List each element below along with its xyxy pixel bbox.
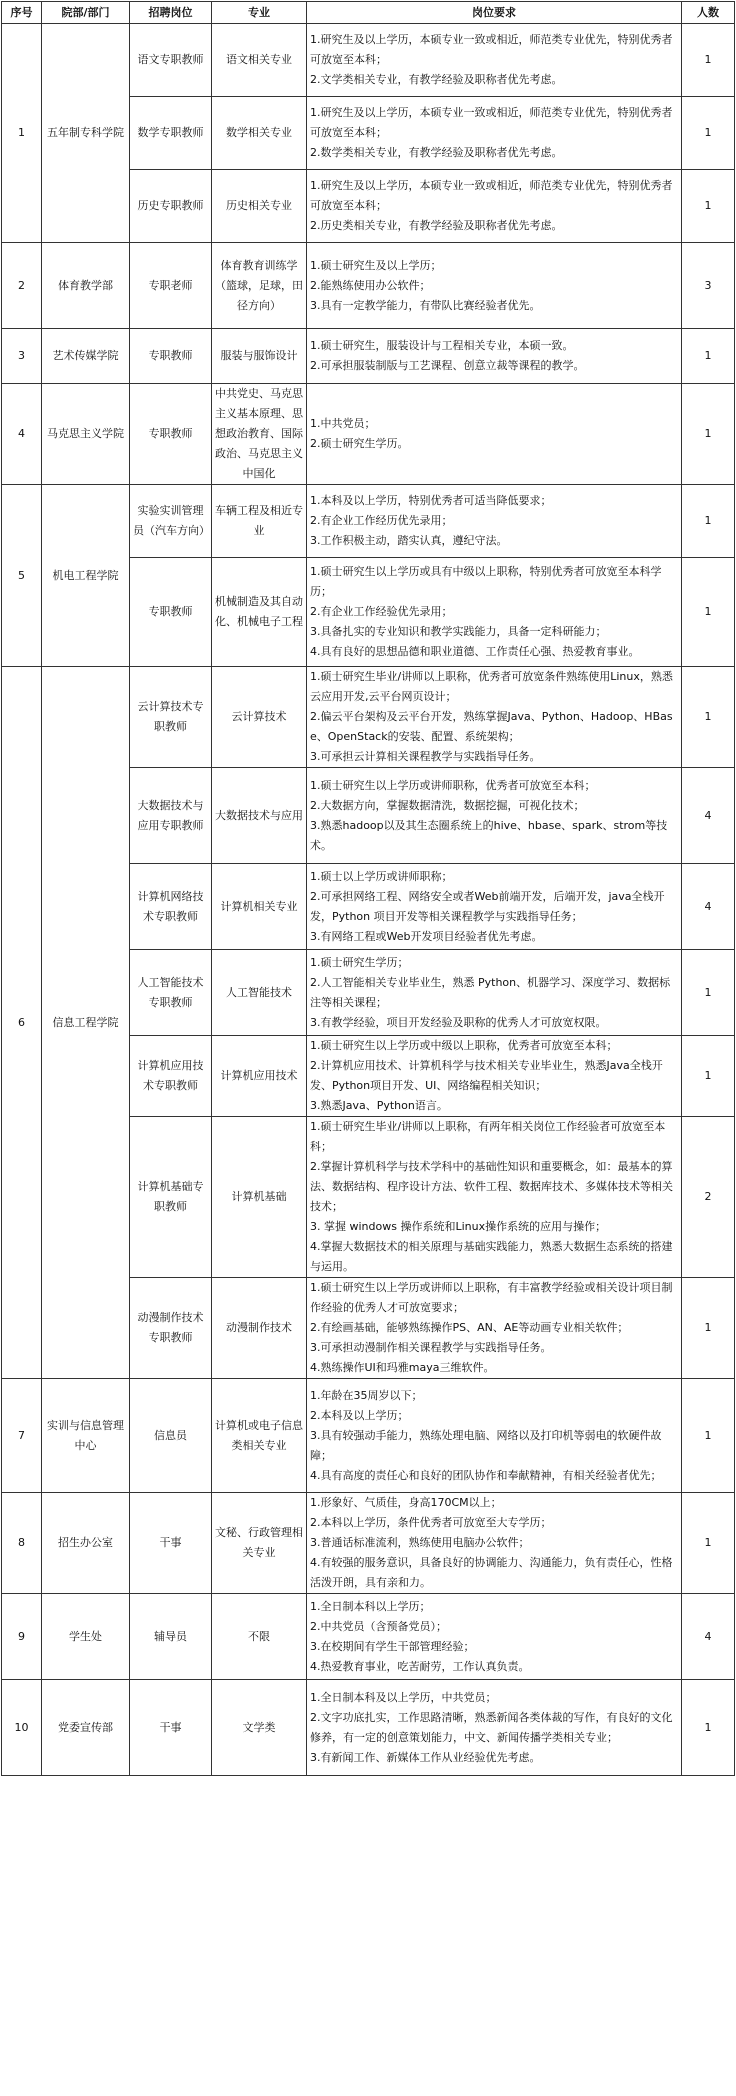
header-num: 序号: [2, 2, 42, 24]
requirement-line: 4.有较强的服务意识，具备良好的协调能力、沟通能力，负有责任心，性格活泼开朗，具有亲和力。: [310, 1556, 673, 1589]
position: 辅导员: [130, 1594, 212, 1680]
position: 大数据技术与应用专职教师: [130, 768, 212, 864]
requirement-line: 1.年龄在35周岁以下；: [310, 1388, 423, 1402]
row-number: 5: [2, 485, 42, 667]
requirement-line: 1.硕士研究生毕业/讲师以上职称，优秀者可放宽条件熟练使用Linux，熟悉云应用开发,云平台网页设计；: [310, 670, 673, 703]
table-row: [2, 384, 735, 485]
major: 数学相关专业: [212, 97, 307, 170]
requirement-line: 2.大数据方向，掌握数据清洗，数据挖掘，可视化技术；: [310, 798, 585, 812]
department: 招生办公室: [42, 1493, 130, 1594]
requirement-line: 1.形象好、气质佳，身高170CM以上；: [310, 1496, 502, 1509]
department: 五年制专科学院: [42, 24, 130, 243]
row-number: 1: [2, 24, 42, 243]
headcount: 1: [682, 329, 735, 384]
requirements: [307, 1278, 682, 1379]
table-body: [2, 24, 735, 1776]
requirement-line: 2.可承担服装制版与工艺课程、创意立裁等课程的教学。: [310, 359, 585, 372]
major: 体育教育训练学（篮球，足球，田径方向）: [212, 243, 307, 329]
requirement-line: 3.在校期间有学生干部管理经验；: [310, 1639, 475, 1653]
requirement-line: 1.硕士研究生以上学历或具有中级以上职称，特别优秀者可放宽至本科学历；: [310, 565, 662, 598]
requirement-line: 1.研究生及以上学历，本硕专业一致或相近，师范类专业优先，特别优秀者可放宽至本科；: [310, 106, 673, 139]
requirements: [307, 1117, 682, 1278]
position: 专职教师: [130, 558, 212, 667]
position: 干事: [130, 1493, 212, 1594]
major: 大数据技术与应用: [212, 768, 307, 864]
requirement-line: 2.历史类相关专业，有教学经验及职称者优先考虑。: [310, 219, 563, 232]
header-major: 专业: [212, 2, 307, 24]
header-requirements: 岗位要求: [307, 2, 682, 24]
requirements: [307, 170, 682, 243]
major: 计算机或电子信息类相关专业: [212, 1379, 307, 1493]
department: 艺术传媒学院: [42, 329, 130, 384]
headcount: 4: [682, 1594, 735, 1680]
department: 体育教学部: [42, 243, 130, 329]
requirement-line: 3.可承担云计算相关课程教学与实践指导任务。: [310, 750, 541, 763]
headcount: 4: [682, 864, 735, 950]
position: 专职老师: [130, 243, 212, 329]
requirement-line: 2.中共党员（含预备党员）；: [310, 1619, 447, 1633]
requirements: [307, 97, 682, 170]
headcount: 1: [682, 558, 735, 667]
requirement-line: 1.全日制本科及以上学历，中共党员；: [310, 1690, 497, 1704]
requirements: [307, 1493, 682, 1594]
headcount: 2: [682, 1117, 735, 1278]
table-row: [2, 1379, 735, 1493]
requirement-line: 3.熟悉hadoop以及其生态圈系统上的hive、hbase、spark、strom等技术。: [310, 818, 668, 852]
row-number: 9: [2, 1594, 42, 1680]
requirements: [307, 24, 682, 97]
position: 动漫制作技术专职教师: [130, 1278, 212, 1379]
department: 党委宣传部: [42, 1680, 130, 1776]
position: 人工智能技术专职教师: [130, 950, 212, 1036]
requirement-line: 1.硕士研究生及以上学历；: [310, 258, 442, 272]
requirements: [307, 329, 682, 384]
position: 语文专职教师: [130, 24, 212, 97]
requirement-line: 3.有教学经验，项目开发经验及职称的优秀人才可放宽权限。: [310, 1015, 607, 1029]
requirement-line: 4.具有良好的思想品德和职业道德、工作责任心强、热爱教育事业。: [310, 645, 640, 658]
requirement-line: 3.工作积极主动，踏实认真，遵纪守法。: [310, 534, 508, 547]
department: 机电工程学院: [42, 485, 130, 667]
department: 信息工程学院: [42, 667, 130, 1379]
requirement-line: 4.热爱教育事业，吃苦耐劳，工作认真负责。: [310, 1659, 530, 1673]
requirement-line: 2.文学类相关专业，有教学经验及职称者优先考虑。: [310, 73, 563, 86]
requirement-line: 4.掌握大数据技术的相关原理与基础实践能力，熟悉大数据生态系统的搭建与运用。: [310, 1240, 673, 1273]
requirement-line: 1.硕士研究生学历；: [310, 955, 409, 969]
requirement-line: 1.硕士研究生毕业/讲师以上职称，有两年相关岗位工作经验者可放宽至本科；: [310, 1120, 666, 1153]
headcount: 1: [682, 1036, 735, 1117]
major: 动漫制作技术: [212, 1278, 307, 1379]
position: 实验实训管理员（汽车方向）: [130, 485, 212, 558]
requirement-line: 3.有新闻工作、新媒体工作从业经验优先考虑。: [310, 1750, 541, 1764]
header-count: 人数: [682, 2, 735, 24]
requirement-line: 2.人工智能相关专业毕业生，熟悉 Python、机器学习、深度学习、数据标注等相关课程；: [310, 975, 671, 1009]
position: 信息员: [130, 1379, 212, 1493]
headcount: 1: [682, 1680, 735, 1776]
headcount: 1: [682, 1379, 735, 1493]
requirement-line: 1.硕士研究生，服装设计与工程相关专业，本硕一致。: [310, 339, 574, 352]
requirement-line: 4.具有高度的责任心和良好的团队协作和奉献精神，有相关经验者优先；: [310, 1468, 662, 1482]
requirement-line: 2.有绘画基础，能够熟练操作PS、AN、AE等动画专业相关软件；: [310, 1321, 629, 1334]
requirement-line: 1.硕士以上学历或讲师职称；: [310, 869, 453, 883]
header-post: 招聘岗位: [130, 2, 212, 24]
major: 计算机相关专业: [212, 864, 307, 950]
requirement-line: 2.偏云平台架构及云平台开发，熟练掌握Java、Python、Hadoop、HBase、OpenStack的安装、配置、系统架构；: [310, 710, 673, 743]
department: 学生处: [42, 1594, 130, 1680]
headcount: 1: [682, 1493, 735, 1594]
position: 专职教师: [130, 384, 212, 485]
table-row: [2, 485, 735, 558]
requirement-line: 3.普通话标准流利，熟练使用电脑办公软件；: [310, 1536, 530, 1549]
position: 干事: [130, 1680, 212, 1776]
requirement-line: 1.本科及以上学历，特别优秀者可适当降低要求；: [310, 494, 552, 507]
requirement-line: 2.硕士研究生学历。: [310, 437, 409, 450]
position: 计算机应用技术专职教师: [130, 1036, 212, 1117]
requirement-line: 3. 掌握 windows 操作系统和Linux操作系统的应用与操作；: [310, 1220, 607, 1233]
major: 文学类: [212, 1680, 307, 1776]
table-row: [2, 329, 735, 384]
major: 服装与服饰设计: [212, 329, 307, 384]
headcount: 1: [682, 1278, 735, 1379]
header-row: [2, 2, 735, 24]
requirement-line: 3.熟悉Java、Python语言。: [310, 1099, 448, 1112]
headcount: 1: [682, 667, 735, 768]
requirements: [307, 558, 682, 667]
requirement-line: 2.掌握计算机科学与技术学科中的基础性知识和重要概念，如：最基本的算法、数据结构、程序设计方法、软件工程、数据库技术、多媒体技术等相关技术；: [310, 1160, 673, 1213]
headcount: 4: [682, 768, 735, 864]
major: 历史相关专业: [212, 170, 307, 243]
table-row: [2, 24, 735, 97]
requirements: [307, 768, 682, 864]
requirement-line: 1.全日制本科以上学历；: [310, 1599, 431, 1613]
position: 历史专职教师: [130, 170, 212, 243]
requirements: [307, 1036, 682, 1117]
major: 云计算技术: [212, 667, 307, 768]
major: 不限: [212, 1594, 307, 1680]
requirement-line: 1.研究生及以上学历，本硕专业一致或相近，师范类专业优先，特别优秀者可放宽至本科；: [310, 179, 673, 212]
major: 车辆工程及相近专业: [212, 485, 307, 558]
header-dept: 院部/部门: [42, 2, 130, 24]
position: 计算机网络技术专职教师: [130, 864, 212, 950]
requirement-line: 1.硕士研究生以上学历或中级以上职称，优秀者可放宽至本科；: [310, 1039, 618, 1052]
major: 中共党史、马克思主义基本原理、思想政治教育、国际政治、马克思主义中国化: [212, 384, 307, 485]
row-number: 4: [2, 384, 42, 485]
requirement-line: 2.有企业工作经历优先录用；: [310, 514, 453, 527]
department: 实训与信息管理中心: [42, 1379, 130, 1493]
table-row: [2, 243, 735, 329]
position: 数学专职教师: [130, 97, 212, 170]
requirements: [307, 384, 682, 485]
table-row: [2, 1493, 735, 1594]
headcount: 1: [682, 24, 735, 97]
headcount: 1: [682, 950, 735, 1036]
row-number: 7: [2, 1379, 42, 1493]
requirement-line: 2.可承担网络工程、网络安全或者Web前端开发，后端开发，java全栈开发，Python 项目开发等相关课程教学与实践指导任务；: [310, 889, 665, 923]
table-row: [2, 1680, 735, 1776]
row-number: 3: [2, 329, 42, 384]
recruitment-table: [1, 1, 735, 1776]
row-number: 6: [2, 667, 42, 1379]
headcount: 1: [682, 485, 735, 558]
headcount: 1: [682, 170, 735, 243]
requirement-line: 1.研究生及以上学历，本硕专业一致或相近，师范类专业优先，特别优秀者可放宽至本科；: [310, 33, 673, 66]
major: 计算机基础: [212, 1117, 307, 1278]
requirement-line: 2.能熟练使用办公软件；: [310, 278, 431, 292]
requirements: [307, 1680, 682, 1776]
requirements: [307, 950, 682, 1036]
headcount: 3: [682, 243, 735, 329]
headcount: 1: [682, 384, 735, 485]
headcount: 1: [682, 97, 735, 170]
requirements: [307, 667, 682, 768]
requirements: [307, 1594, 682, 1680]
requirement-line: 1.中共党员；: [310, 417, 376, 430]
major: 人工智能技术: [212, 950, 307, 1036]
row-number: 10: [2, 1680, 42, 1776]
major: 语文相关专业: [212, 24, 307, 97]
requirement-line: 2.有企业工作经验优先录用；: [310, 605, 453, 618]
requirement-line: 3.具有较强动手能力，熟练处理电脑、网络以及打印机等弱电的软硬件故障；: [310, 1428, 662, 1462]
requirement-line: 3.可承担动漫制作相关课程教学与实践指导任务。: [310, 1341, 552, 1354]
table-row: [2, 667, 735, 768]
requirements: [307, 1379, 682, 1493]
row-number: 8: [2, 1493, 42, 1594]
requirements: [307, 485, 682, 558]
major: 机械制造及其自动化、机械电子工程: [212, 558, 307, 667]
requirement-line: 4.熟练操作UI和玛雅maya三维软件。: [310, 1361, 495, 1374]
major: 计算机应用技术: [212, 1036, 307, 1117]
table-row: [2, 1594, 735, 1680]
requirements: [307, 864, 682, 950]
department: 马克思主义学院: [42, 384, 130, 485]
requirement-line: 2.文字功底扎实，工作思路清晰，熟悉新闻各类体裁的写作，有良好的文化修养，有一定的创意策划能力，中文、新闻传播学类相关专业；: [310, 1710, 673, 1744]
requirement-line: 1.硕士研究生以上学历或讲师职称，优秀者可放宽至本科；: [310, 778, 596, 792]
major: 文秘、行政管理相关专业: [212, 1493, 307, 1594]
requirement-line: 1.硕士研究生以上学历或讲师以上职称，有丰富教学经验或相关设计项目制作经验的优秀人才可放宽要求；: [310, 1281, 673, 1314]
requirement-line: 2.计算机应用技术、计算机科学与技术相关专业毕业生，熟悉Java全栈开发、Python项目开发、UI、网络编程相关知识；: [310, 1059, 663, 1092]
requirement-line: 3.具备扎实的专业知识和教学实践能力，具备一定科研能力；: [310, 625, 607, 638]
position: 计算机基础专职教师: [130, 1117, 212, 1278]
requirements: [307, 243, 682, 329]
requirement-line: 2.数学类相关专业，有教学经验及职称者优先考虑。: [310, 146, 563, 159]
position: 云计算技术专职教师: [130, 667, 212, 768]
position: 专职教师: [130, 329, 212, 384]
requirement-line: 2.本科及以上学历；: [310, 1408, 409, 1422]
requirement-line: 2.本科以上学历，条件优秀者可放宽至大专学历；: [310, 1516, 552, 1529]
requirement-line: 3.有网络工程或Web开发项目经验者优先考虑。: [310, 929, 543, 943]
row-number: 2: [2, 243, 42, 329]
requirement-line: 3.具有一定教学能力，有带队比赛经验者优先。: [310, 298, 541, 312]
